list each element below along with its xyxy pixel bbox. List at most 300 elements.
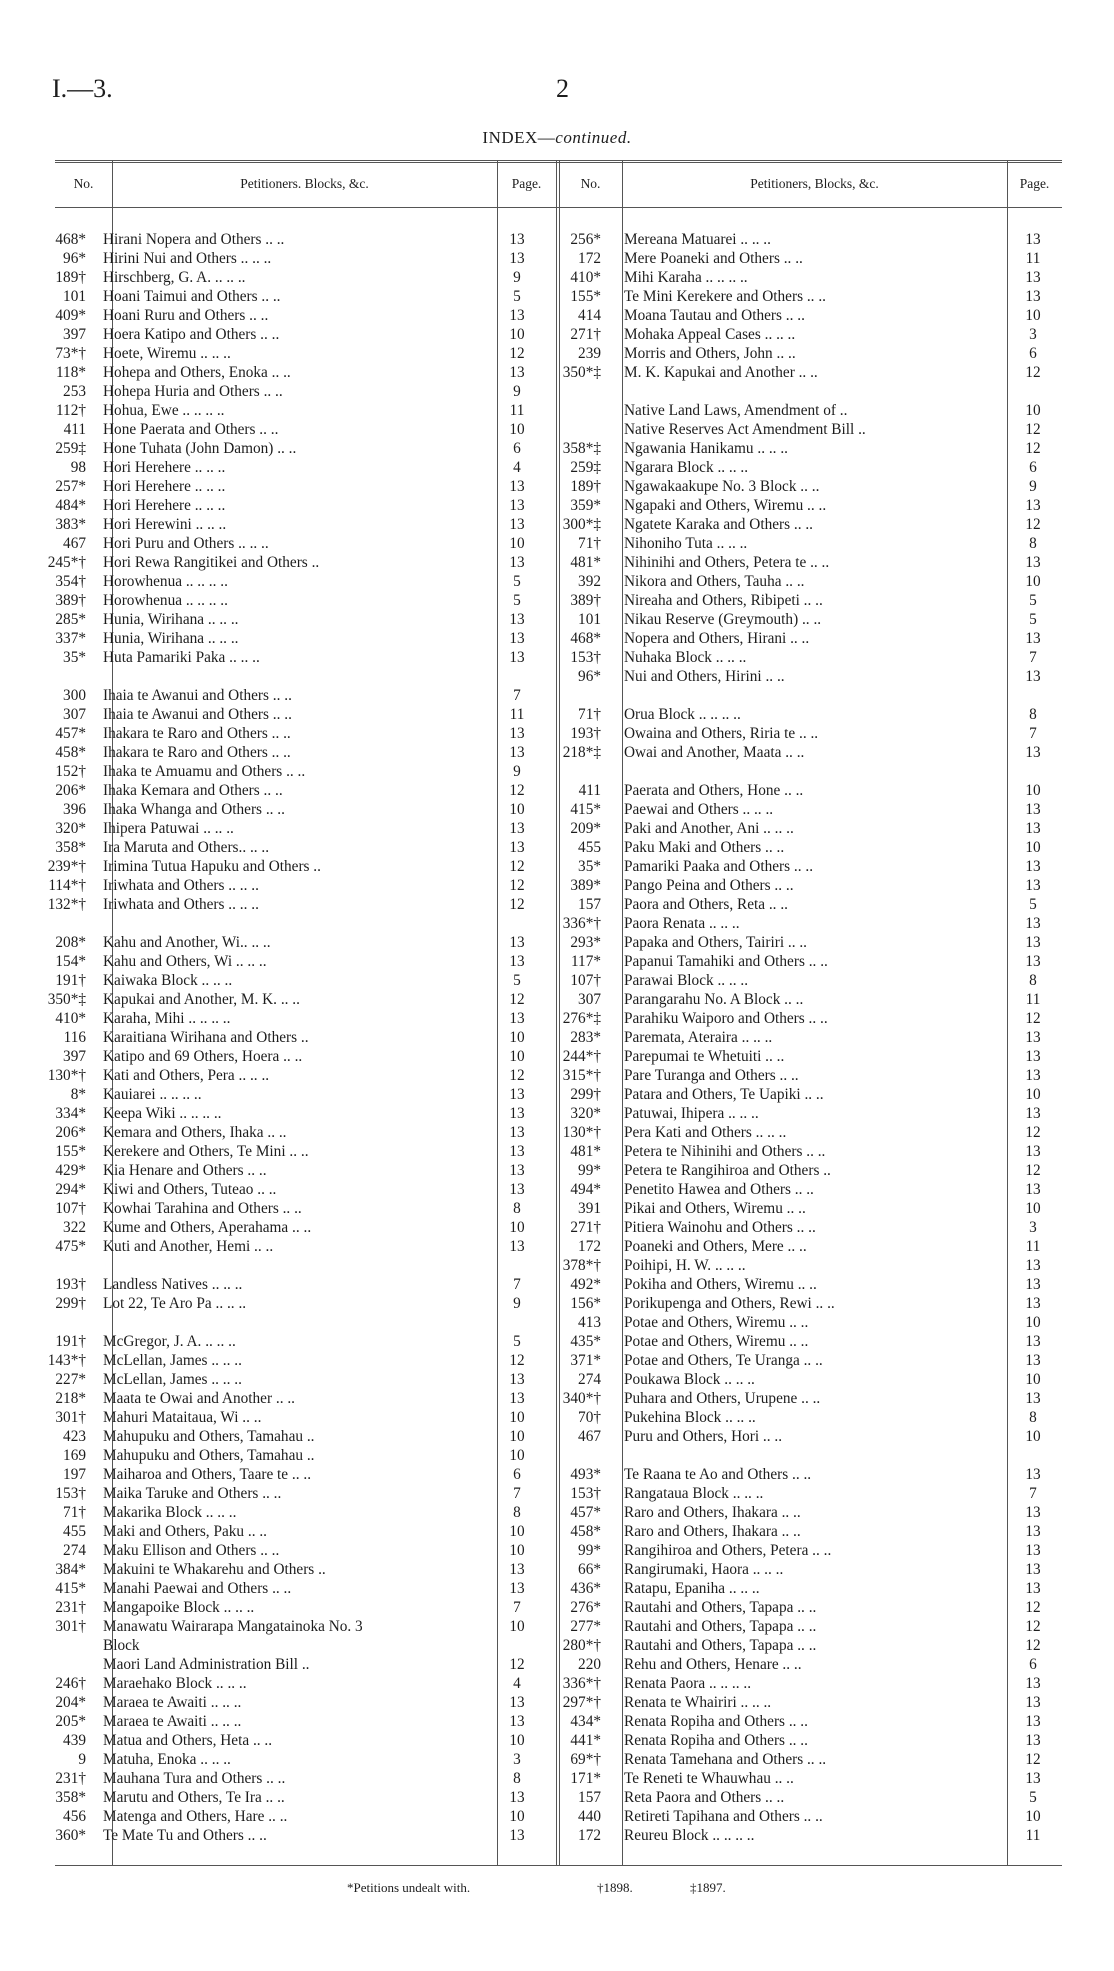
entry-number: 440 — [578, 1808, 601, 1825]
index-entry — [40, 762, 555, 781]
index-entry — [40, 667, 555, 686]
entry-page: 13 — [1025, 1466, 1041, 1483]
entry-petitioner: Maiharoa and Others, Taare te .. .. — [103, 1466, 312, 1483]
entry-number: 107† — [55, 1200, 86, 1217]
entry-petitioner: Maku Ellison and Others .. .. — [103, 1542, 280, 1559]
index-entry — [40, 1465, 555, 1484]
index-entry — [555, 648, 1063, 667]
entry-number: 96* — [578, 668, 601, 685]
entry-number: 285* — [55, 611, 86, 628]
index-entry — [40, 1408, 555, 1427]
entry-number: 457* — [570, 1504, 601, 1521]
entry-page: 12 — [1025, 1124, 1041, 1141]
entry-page: 13 — [1025, 820, 1041, 837]
entry-number: 9 — [78, 1751, 86, 1768]
entry-petitioner: McLellan, James .. .. .. — [103, 1352, 242, 1369]
entry-number: 155* — [55, 1143, 86, 1160]
entry-page: 13 — [509, 250, 525, 267]
entry-page: 4 — [513, 1675, 521, 1692]
entry-page: 12 — [1025, 440, 1041, 457]
entry-page: 10 — [509, 1542, 525, 1559]
entry-number: 172 — [578, 1827, 601, 1844]
entry-page: 13 — [509, 1789, 525, 1806]
entry-number: 191† — [55, 1333, 86, 1350]
index-entry — [555, 1579, 1063, 1598]
entry-number: 197 — [63, 1466, 86, 1483]
entry-petitioner: Kume and Others, Aperahama .. .. — [103, 1219, 312, 1236]
index-entry — [555, 1769, 1063, 1788]
header-left-petitioners: Petitioners. Blocks, &c. — [240, 176, 369, 191]
entry-petitioner: Renata Paora .. .. .. .. — [624, 1675, 752, 1692]
entry-page: 13 — [1025, 1257, 1041, 1274]
entry-number: 132*† — [47, 896, 86, 913]
entry-petitioner: Landless Natives .. .. .. — [103, 1276, 243, 1293]
entry-number: 130*† — [562, 1124, 601, 1141]
index-entry — [40, 1598, 555, 1617]
entry-number: 457* — [55, 725, 86, 742]
entry-number: 189† — [570, 478, 601, 495]
index-entry — [555, 1465, 1063, 1484]
index-entry — [555, 1313, 1063, 1332]
entry-petitioner: Maika Taruke and Others .. .. — [103, 1485, 282, 1502]
index-entry — [555, 857, 1063, 876]
entry-number: 300*‡ — [562, 516, 601, 533]
entry-petitioner: Maraehako Block .. .. .. — [103, 1675, 247, 1692]
entry-number: 208* — [55, 934, 86, 951]
index-entry — [555, 1598, 1063, 1617]
entry-petitioner: Pikai and Others, Wiremu .. .. — [624, 1200, 806, 1217]
entry-page: 8 — [513, 1770, 521, 1787]
entry-petitioner: Pango Peina and Others .. .. — [624, 877, 794, 894]
index-entry — [555, 1674, 1063, 1693]
index-entry — [555, 933, 1063, 952]
entry-page: 13 — [509, 516, 525, 533]
entry-petitioner: Kerekere and Others, Te Mini .. .. — [103, 1143, 309, 1160]
index-entry — [40, 857, 555, 876]
entry-petitioner: Hone Paerata and Others .. .. — [103, 421, 279, 438]
index-entry — [40, 1199, 555, 1218]
entry-petitioner: Potae and Others, Te Uranga .. .. — [624, 1352, 823, 1369]
entry-petitioner: Puhara and Others, Urupene .. .. — [624, 1390, 821, 1407]
index-entry — [40, 1541, 555, 1560]
entry-number: 276* — [570, 1599, 601, 1616]
entry-petitioner: Iriwhata and Others .. .. .. — [103, 877, 259, 894]
entry-petitioner: Hori Rewa Rangitikei and Others .. — [103, 554, 320, 571]
entry-page: 9 — [1029, 478, 1037, 495]
entry-petitioner: Petera te Nihinihi and Others .. .. — [624, 1143, 826, 1160]
entry-petitioner: Renata te Whairiri .. .. .. — [624, 1694, 772, 1711]
entry-petitioner: Morris and Others, John .. .. — [624, 345, 796, 362]
entry-petitioner: Raro and Others, Ihakara .. .. — [624, 1523, 801, 1540]
entry-number: 276*‡ — [562, 1010, 601, 1027]
index-entry — [555, 1142, 1063, 1161]
entry-number: 227* — [55, 1371, 86, 1388]
entry-petitioner: Hirschberg, G. A. .. .. .. — [103, 269, 246, 286]
entry-page: 10 — [509, 801, 525, 818]
entry-number: 423 — [63, 1428, 86, 1445]
entry-page: 12 — [509, 991, 525, 1008]
entry-number: 410* — [55, 1010, 86, 1027]
index-entry — [40, 1085, 555, 1104]
entry-number: 354† — [55, 573, 86, 590]
entry-petitioner: Paki and Another, Ani .. .. .. — [624, 820, 794, 837]
index-entry — [40, 1047, 555, 1066]
entry-petitioner: Papanui Tamahiki and Others .. .. — [624, 953, 828, 970]
footnote-1897: ‡1897. — [690, 1880, 726, 1895]
index-entry — [40, 1009, 555, 1028]
entry-page: 13 — [509, 1390, 525, 1407]
entry-number: 239*† — [47, 858, 86, 875]
entry-number: 315*† — [562, 1067, 601, 1084]
index-entry — [555, 1218, 1063, 1237]
entry-number: 152† — [55, 763, 86, 780]
entry-number: 69*† — [570, 1751, 601, 1768]
entry-number: 297*† — [562, 1694, 601, 1711]
entry-number: 481* — [570, 1143, 601, 1160]
index-entry — [40, 1104, 555, 1123]
index-entry — [40, 1180, 555, 1199]
entry-page: 6 — [1029, 1656, 1037, 1673]
index-entry — [555, 1541, 1063, 1560]
entry-page: 13 — [509, 1371, 525, 1388]
entry-petitioner: Mauhana Tura and Others .. .. — [103, 1770, 286, 1787]
entry-number: 389† — [55, 592, 86, 609]
entry-page: 12 — [509, 858, 525, 875]
index-entry — [555, 610, 1063, 629]
entry-number: 358*‡ — [562, 440, 601, 457]
index-entry — [555, 1370, 1063, 1389]
entry-petitioner: Poukawa Block .. .. .. — [624, 1371, 755, 1388]
entry-page: 13 — [509, 934, 525, 951]
entry-number: 130*† — [47, 1067, 86, 1084]
entry-page: 13 — [509, 611, 525, 628]
entry-page: 10 — [1025, 839, 1041, 856]
entry-page: 7 — [1029, 725, 1037, 742]
index-entry — [555, 230, 1063, 249]
entry-page: 9 — [513, 383, 521, 400]
entry-number: 467 — [63, 535, 86, 552]
entry-page: 10 — [1025, 307, 1041, 324]
entry-number: 172 — [578, 250, 601, 267]
entry-number: 153† — [570, 1485, 601, 1502]
entry-page: 13 — [1025, 288, 1041, 305]
entry-number: 371* — [570, 1352, 601, 1369]
index-entry — [40, 1731, 555, 1750]
index-entry — [40, 1351, 555, 1370]
entry-petitioner: Maraea te Awaiti .. .. .. — [103, 1694, 242, 1711]
entry-page: 13 — [509, 1238, 525, 1255]
entry-page: 12 — [1025, 1618, 1041, 1635]
entry-number: 271† — [570, 1219, 601, 1236]
index-entry — [555, 572, 1063, 591]
entry-page: 13 — [1025, 1770, 1041, 1787]
entry-page: 11 — [509, 402, 525, 419]
entry-page: 13 — [1025, 934, 1041, 951]
entry-page: 10 — [509, 421, 525, 438]
index-entry — [40, 648, 555, 667]
index-entry — [40, 1712, 555, 1731]
entry-number: 35* — [578, 858, 601, 875]
index-entry — [40, 1313, 555, 1332]
entry-number: 280*† — [562, 1637, 601, 1654]
entry-page: 12 — [509, 877, 525, 894]
entry-petitioner: Hoani Ruru and Others .. .. — [103, 307, 269, 324]
entry-number: 384* — [55, 1561, 86, 1578]
entry-number: 239 — [578, 345, 601, 362]
entry-petitioner: Raro and Others, Ihakara .. .. — [624, 1504, 801, 1521]
index-entry — [40, 838, 555, 857]
index-entry — [40, 1218, 555, 1237]
entry-page: 13 — [1025, 1523, 1041, 1540]
entry-number: 299† — [570, 1086, 601, 1103]
index-entry — [40, 1294, 555, 1313]
index-entry — [40, 1066, 555, 1085]
entry-petitioner: Kahu and Another, Wi.. .. .. — [103, 934, 271, 951]
entry-number: 336*† — [562, 915, 601, 932]
index-entry — [555, 515, 1063, 534]
index-entry — [40, 876, 555, 895]
entry-page: 7 — [513, 1485, 521, 1502]
index-entry — [555, 249, 1063, 268]
entry-number: 172 — [578, 1238, 601, 1255]
index-entry — [40, 724, 555, 743]
index-entry — [555, 1161, 1063, 1180]
entry-petitioner: Ngarara Block .. .. .. — [624, 459, 749, 476]
entry-page: 13 — [509, 839, 525, 856]
footnote-1898: †1898. — [597, 1880, 633, 1895]
document-reference: I.—3. — [52, 74, 113, 103]
entry-page: 12 — [1025, 1751, 1041, 1768]
entry-number: 246† — [55, 1675, 86, 1692]
entry-petitioner: Parangarahu No. A Block .. .. — [624, 991, 804, 1008]
entry-number: 383* — [55, 516, 86, 533]
index-entry — [40, 1826, 555, 1845]
index-entry — [555, 1503, 1063, 1522]
entry-number: 8* — [70, 1086, 86, 1103]
index-entry — [40, 458, 555, 477]
index-entry — [40, 781, 555, 800]
entry-number: 415* — [55, 1580, 86, 1597]
entry-page: 10 — [1025, 1200, 1041, 1217]
entry-page: 13 — [509, 554, 525, 571]
index-entry — [40, 610, 555, 629]
entry-page: 13 — [1025, 953, 1041, 970]
entry-petitioner: Nikora and Others, Tauha .. .. — [624, 573, 805, 590]
entry-petitioner: Hone Tuhata (John Damon) .. .. — [103, 440, 297, 457]
entry-page: 13 — [1025, 1333, 1041, 1350]
entry-number: 301† — [55, 1409, 86, 1426]
entry-number: 294* — [55, 1181, 86, 1198]
entry-number: 455 — [63, 1523, 86, 1540]
index-entry — [555, 1712, 1063, 1731]
entry-petitioner: Hori Herehere .. .. .. — [103, 478, 226, 495]
entry-number: 350*‡ — [562, 364, 601, 381]
entry-page: 13 — [509, 1086, 525, 1103]
entry-number: 439 — [63, 1732, 86, 1749]
entry-page: 12 — [509, 1067, 525, 1084]
entry-petitioner: Reta Paora and Others .. .. — [624, 1789, 785, 1806]
entry-petitioner: Petera te Rangihiroa and Others .. — [624, 1162, 831, 1179]
entry-number: 193† — [55, 1276, 86, 1293]
index-entry — [555, 705, 1063, 724]
index-entry — [40, 1332, 555, 1351]
page-number: 2 — [556, 74, 569, 103]
entry-number: 154* — [55, 953, 86, 970]
entry-petitioner: Nopera and Others, Hirani .. .. — [624, 630, 810, 647]
entry-number: 143*† — [47, 1352, 86, 1369]
index-entry — [555, 1104, 1063, 1123]
header-right-petitioners: Petitioners, Blocks, &c. — [750, 176, 879, 191]
entry-petitioner: Rangataua Block .. .. .. — [624, 1485, 764, 1502]
entry-number: 71† — [63, 1504, 86, 1521]
entry-number: 414 — [578, 307, 601, 324]
entry-number: 389* — [570, 877, 601, 894]
entry-page: 13 — [509, 1010, 525, 1027]
entry-page: 13 — [1025, 668, 1041, 685]
entry-petitioner: Hori Herehere .. .. .. — [103, 459, 226, 476]
index-entry — [555, 1560, 1063, 1579]
entry-page: 11 — [509, 706, 525, 723]
entry-petitioner: Native Land Laws, Amendment of .. — [624, 402, 848, 419]
index-entry — [40, 325, 555, 344]
entry-number: 435* — [570, 1333, 601, 1350]
entry-page: 13 — [509, 744, 525, 761]
entry-page: 13 — [1025, 269, 1041, 286]
entry-petitioner: Patara and Others, Te Uapiki .. .. — [624, 1086, 824, 1103]
entry-number: 411 — [578, 782, 601, 799]
entry-page: 5 — [513, 592, 521, 609]
index-entry — [555, 1009, 1063, 1028]
entry-page: 9 — [513, 1295, 521, 1312]
entry-petitioner: Mereana Matuarei .. .. .. — [624, 231, 771, 248]
entry-number: 70† — [578, 1409, 601, 1426]
entry-page: 13 — [509, 364, 525, 381]
entry-number: 117* — [570, 953, 601, 970]
index-entry — [40, 591, 555, 610]
entry-petitioner: Hoani Taimui and Others .. .. — [103, 288, 281, 305]
entry-page: 7 — [513, 1599, 521, 1616]
entry-petitioner: Te Raana te Ao and Others .. .. — [624, 1466, 812, 1483]
entry-petitioner: Manahi Paewai and Others .. .. — [103, 1580, 292, 1597]
entry-number: 334* — [55, 1105, 86, 1122]
entry-number: 205* — [55, 1713, 86, 1730]
entry-page: 13 — [509, 1181, 525, 1198]
entry-number: 378*† — [562, 1257, 601, 1274]
entry-petitioner: Rautahi and Others, Tapapa .. .. — [624, 1637, 817, 1654]
index-entry — [555, 971, 1063, 990]
entry-number: 299† — [55, 1295, 86, 1312]
entry-number: 301† — [55, 1618, 86, 1635]
entry-page: 8 — [1029, 706, 1037, 723]
entry-page: 8 — [1029, 972, 1037, 989]
entry-petitioner: Te Reneti te Whauwhau .. .. — [624, 1770, 794, 1787]
entry-petitioner: Parawai Block .. .. .. — [624, 972, 749, 989]
entry-number: 220 — [578, 1656, 601, 1673]
index-entry — [40, 971, 555, 990]
entry-number: 358* — [55, 839, 86, 856]
entry-number: 492* — [570, 1276, 601, 1293]
index-entry — [555, 1180, 1063, 1199]
header-left-page: Page. — [511, 176, 542, 191]
entry-page: 8 — [1029, 535, 1037, 552]
entry-page: 12 — [509, 345, 525, 362]
entry-page: 10 — [1025, 402, 1041, 419]
entry-petitioner: Hunia, Wirihana .. .. .. — [103, 611, 239, 628]
entry-petitioner: Rautahi and Others, Tapapa .. .. — [624, 1599, 817, 1616]
index-entry — [40, 1807, 555, 1826]
index-entry — [555, 1788, 1063, 1807]
index-entry — [40, 1788, 555, 1807]
title-continued: continued. — [555, 128, 632, 147]
index-entry — [40, 1123, 555, 1142]
entry-petitioner: Matua and Others, Heta .. .. — [103, 1732, 273, 1749]
entry-page: 13 — [509, 1124, 525, 1141]
entry-page: 13 — [509, 497, 525, 514]
entry-petitioner: Makuini te Whakarehu and Others .. — [103, 1561, 326, 1578]
entry-page: 13 — [1025, 858, 1041, 875]
index-entry — [555, 458, 1063, 477]
entry-petitioner: Retireti Tapihana and Others .. .. — [624, 1808, 823, 1825]
index-entry — [555, 1047, 1063, 1066]
index-entry — [555, 990, 1063, 1009]
index-entry — [40, 382, 555, 401]
index-entry — [555, 382, 1063, 401]
entry-number: 98 — [70, 459, 86, 476]
entry-page: 13 — [509, 1827, 525, 1844]
index-entry — [555, 781, 1063, 800]
index-entry — [40, 477, 555, 496]
entry-number: 391 — [578, 1200, 601, 1217]
entry-page: 13 — [1025, 1542, 1041, 1559]
entry-page: 8 — [513, 1504, 521, 1521]
index-entry — [555, 1693, 1063, 1712]
index-entry — [555, 1731, 1063, 1750]
index-entry — [40, 1560, 555, 1579]
index-entry — [40, 249, 555, 268]
entry-petitioner: Mohaka Appeal Cases .. .. .. — [624, 326, 796, 343]
entry-page: 11 — [1025, 1238, 1041, 1255]
entry-petitioner: M. K. Kapukai and Another .. .. — [624, 364, 818, 381]
entry-page: 3 — [1029, 326, 1037, 343]
entry-page: 10 — [1025, 1086, 1041, 1103]
footnote-undealt: *Petitions undealt with. — [347, 1880, 471, 1895]
entry-number: 101 — [578, 611, 601, 628]
entry-petitioner: Mere Poaneki and Others .. .. — [624, 250, 803, 267]
index-entry — [555, 439, 1063, 458]
entry-page: 13 — [1025, 1143, 1041, 1160]
entry-petitioner: Paewai and Others .. .. .. — [624, 801, 774, 818]
entry-page: 5 — [513, 573, 521, 590]
entry-number: 455 — [578, 839, 601, 856]
entry-page: 4 — [513, 459, 521, 476]
entry-page: 13 — [1025, 915, 1041, 932]
index-entry — [40, 1142, 555, 1161]
index-entry — [40, 1275, 555, 1294]
entry-petitioner: Ngawania Hanikamu .. .. .. — [624, 440, 788, 457]
entry-petitioner: Karaitiana Wirihana and Others .. — [103, 1029, 309, 1046]
entry-number: 350*‡ — [47, 991, 86, 1008]
entry-petitioner: Kaiwaka Block .. .. .. — [103, 972, 233, 989]
index-entry — [40, 686, 555, 705]
entry-petitioner: Ngawakaakupe No. 3 Block .. .. — [624, 478, 820, 495]
entry-page: 13 — [1025, 1694, 1041, 1711]
entry-petitioner: Hori Herewini .. .. .. — [103, 516, 227, 533]
entry-number: 274 — [578, 1371, 601, 1388]
entry-petitioner: Matenga and Others, Hare .. .. — [103, 1808, 288, 1825]
index-entry — [40, 1617, 555, 1636]
index-entry — [555, 1275, 1063, 1294]
entry-number: 337* — [55, 630, 86, 647]
